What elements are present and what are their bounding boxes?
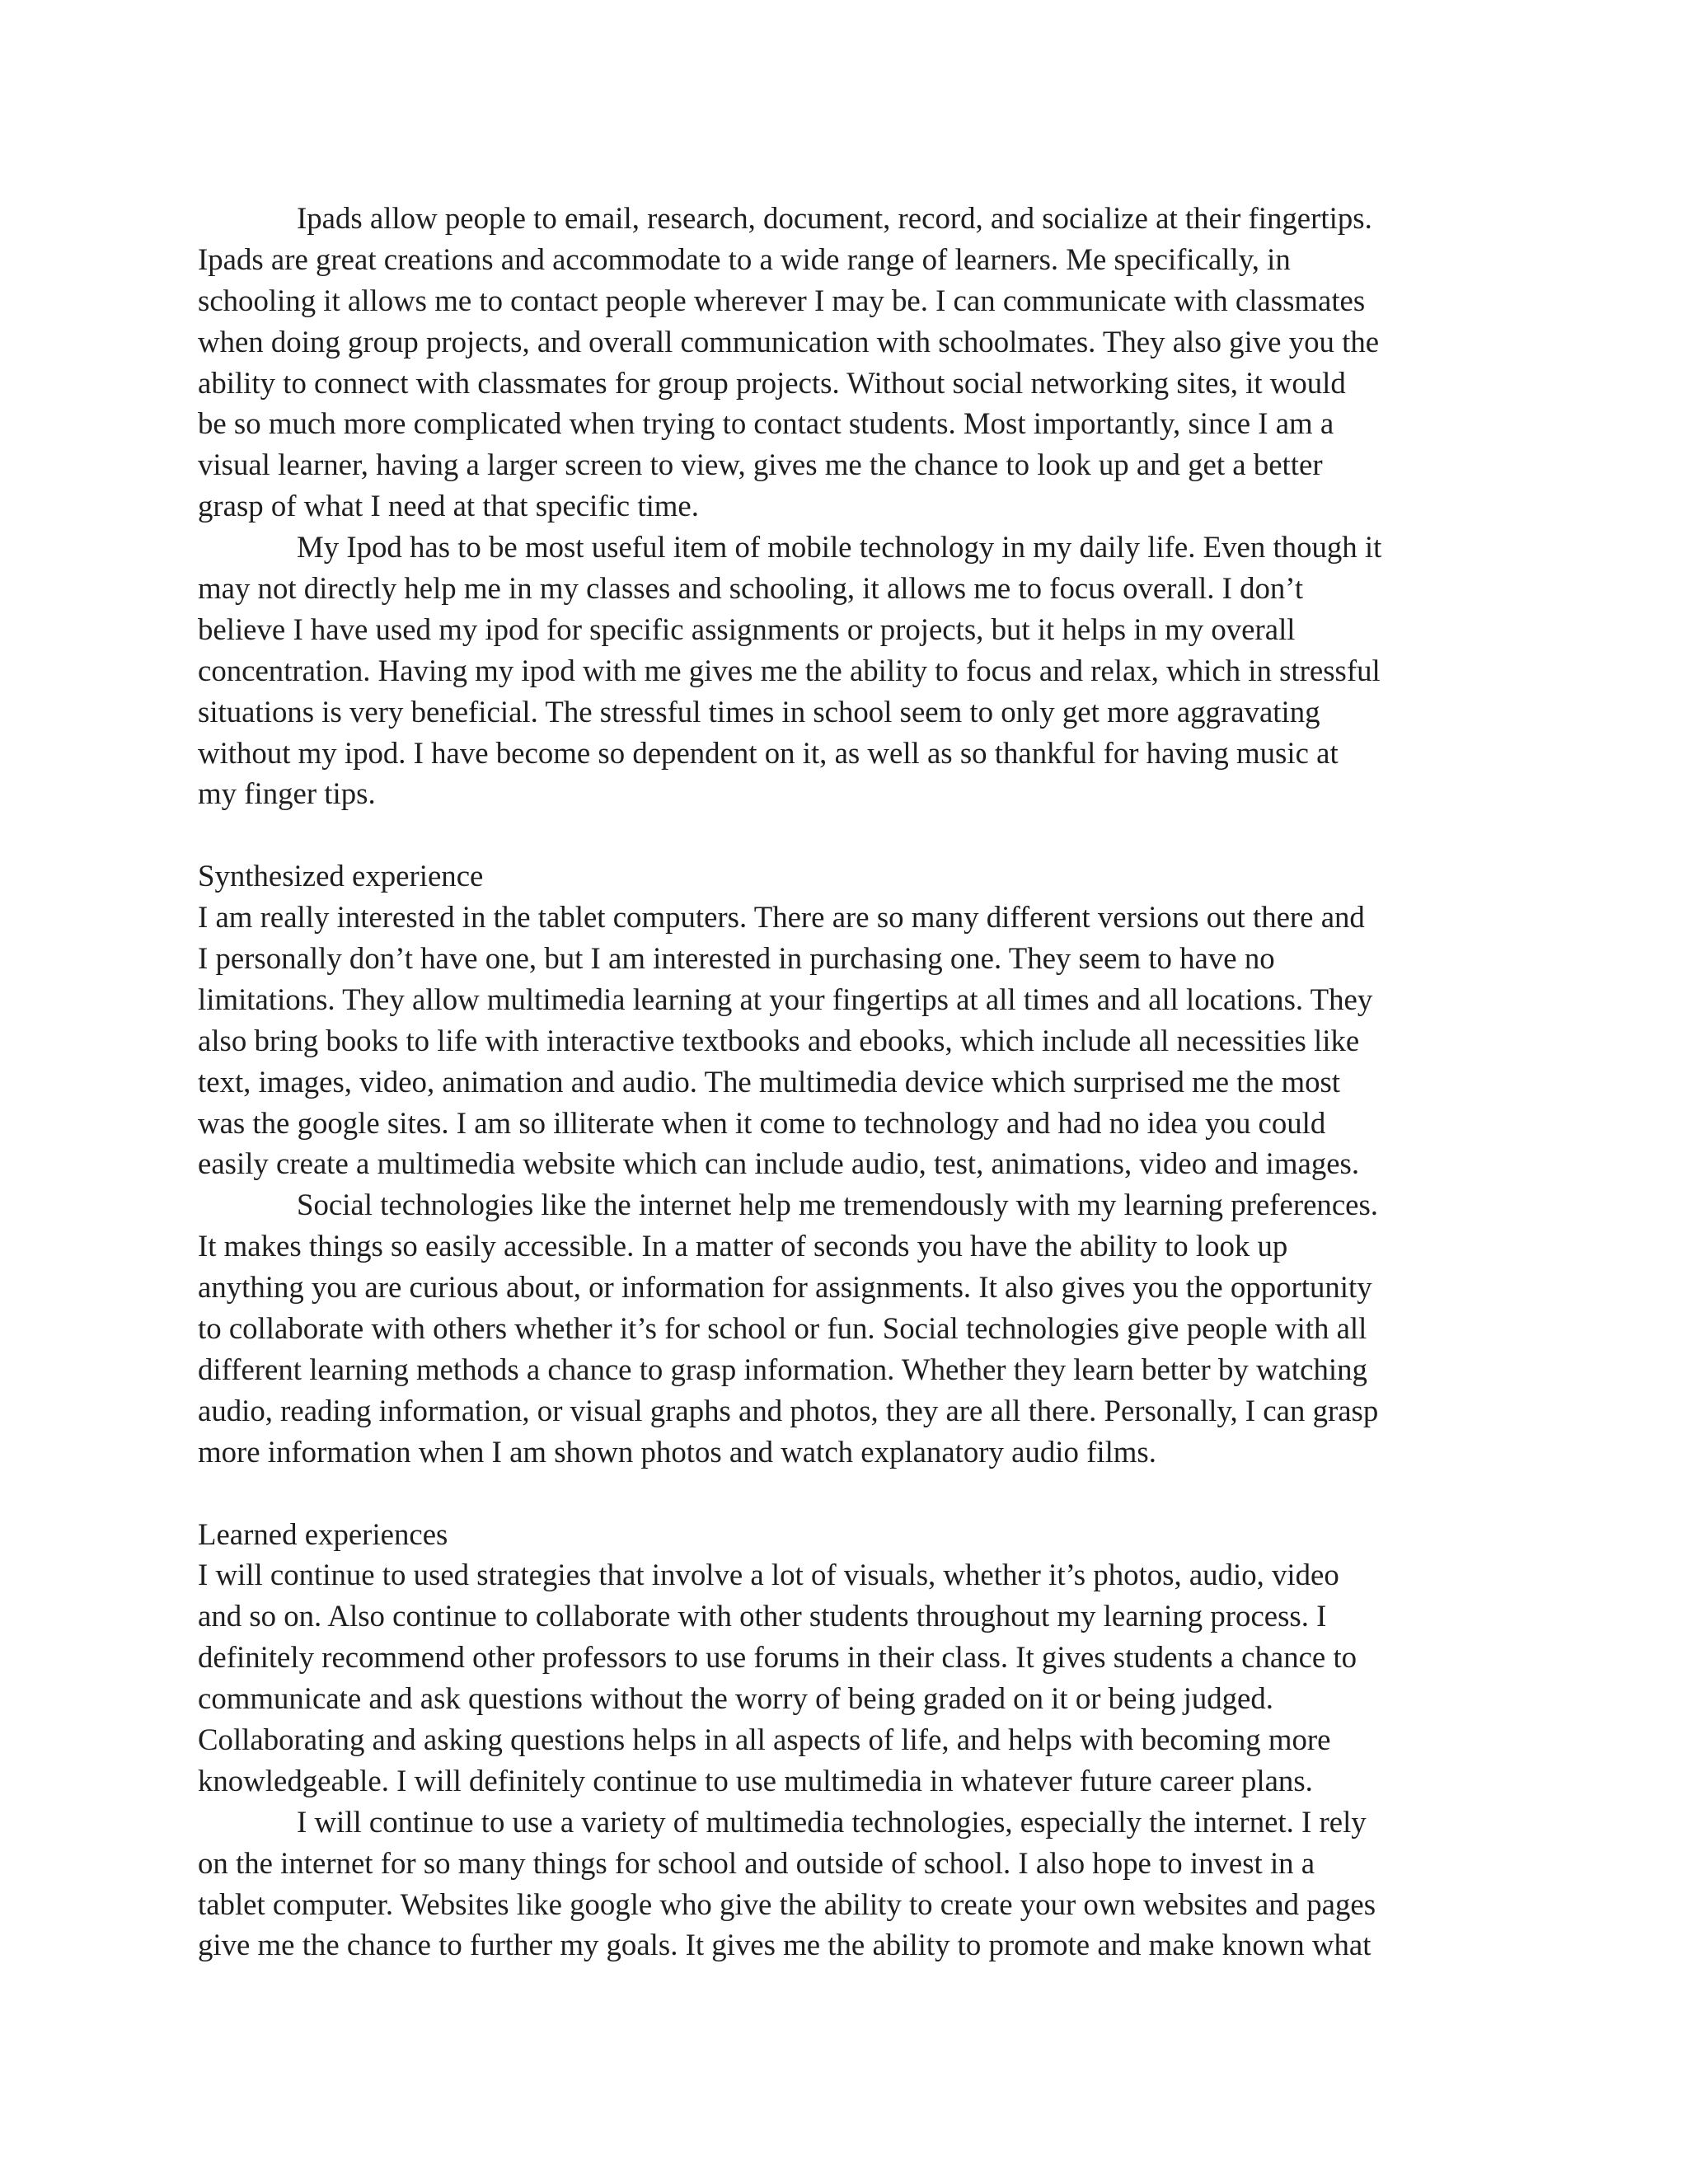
text-line: without my ipod. I have become so dependent on it, as well as so thankful for having music at bbox=[198, 735, 1339, 770]
text-line: easily create a multimedia website which can include audio, test, animations, video and images. bbox=[198, 1146, 1360, 1181]
text-line: believe I have used my ipod for specific assignments or projects, but it helps in my overall bbox=[198, 612, 1296, 646]
text-line: audio, reading information, or visual graphs and photos, they are all there. Personally, I can grasp bbox=[198, 1393, 1379, 1427]
text-line: to collaborate with others whether it’s for school or fun. Social technologies give people with all bbox=[198, 1311, 1367, 1346]
text-line: when doing group projects, and overall communication with schoolmates. They also give you the bbox=[198, 324, 1380, 359]
text-line: My Ipod has to be most useful item of mobile technology in my daily life. Even though it bbox=[297, 530, 1382, 565]
text-line: schooling it allows me to contact people wherever I may be. I can communicate with classmates bbox=[198, 283, 1366, 317]
text-line: more information when I am shown photos and watch explanatory audio films. bbox=[198, 1434, 1156, 1469]
paragraph-tablets bbox=[198, 897, 1525, 1184]
text-line: was the google sites. I am so illiterate when it come to technology and had no idea you could bbox=[198, 1105, 1326, 1140]
text-line: knowledgeable. I will definitely continue to use multimedia in whatever future career plans. bbox=[198, 1763, 1313, 1797]
text-line: text, images, video, animation and audio. The multimedia device which surprised me the most bbox=[198, 1064, 1341, 1099]
text-line: tablet computer. Websites like google who give the ability to create your own websites and pages bbox=[198, 1886, 1376, 1921]
paragraph-social-technologies bbox=[198, 1184, 1525, 1472]
text-line: Social technologies like the internet help me tremendously with my learning preferences. bbox=[297, 1188, 1379, 1222]
text-line: I personally don’t have one, but I am interested in purchasing one. They seem to have no bbox=[198, 941, 1275, 976]
text-line: also bring books to life with interactive textbooks and ebooks, which include all necessities like bbox=[198, 1023, 1360, 1057]
blank-line bbox=[198, 1473, 1525, 1514]
text-line: situations is very beneficial. The stressful times in school seem to only get more aggravating bbox=[198, 694, 1320, 729]
text-line: It makes things so easily accessible. In a matter of seconds you have the ability to look up bbox=[198, 1229, 1288, 1263]
text-line: give me the chance to further my goals. It gives me the ability to promote and make known what bbox=[198, 1928, 1372, 1962]
text-line: anything you are curious about, or information for assignments. It also gives you the opportunity bbox=[198, 1270, 1372, 1305]
paragraph-ipads bbox=[198, 198, 1525, 527]
text-line: I will continue to use a variety of multimedia technologies, especially the internet. I rely bbox=[297, 1804, 1367, 1839]
text-line: I am really interested in the tablet computers. There are so many different versions out there and bbox=[198, 900, 1365, 935]
paragraph-strategies bbox=[198, 1554, 1525, 1801]
text-line: be so much more complicated when trying to contact students. Most importantly, since I am a bbox=[198, 406, 1334, 441]
text-line: ability to connect with classmates for group projects. Without social networking sites, it would bbox=[198, 365, 1346, 400]
text-line: on the internet for so many things for school and outside of school. I also hope to invest in a bbox=[198, 1845, 1315, 1880]
text-line: I will continue to used strategies that involve a lot of visuals, whether it’s photos, audio, video bbox=[198, 1558, 1339, 1592]
section-heading-learned: Learned experiences bbox=[198, 1516, 448, 1551]
text-line: Ipads allow people to email, research, document, record, and socialize at their fingertips. bbox=[297, 201, 1372, 235]
text-line: limitations. They allow multimedia learning at your fingertips at all times and all locations. They bbox=[198, 982, 1373, 1016]
text-line: definitely recommend other professors to use forums in their class. It gives students a chance to bbox=[198, 1640, 1357, 1675]
text-line: visual learner, having a larger screen to view, gives me the chance to look up and get a better bbox=[198, 448, 1323, 482]
paragraph-future-use bbox=[198, 1802, 1525, 1966]
text-line: may not directly help me in my classes and schooling, it allows me to focus overall. I don’t bbox=[198, 571, 1304, 606]
text-line: different learning methods a chance to grasp information. Whether they learn better by watching bbox=[198, 1352, 1367, 1386]
text-line: communicate and ask questions without the worry of being graded on it or being judged. bbox=[198, 1681, 1273, 1716]
text-line: Ipads are great creations and accommodate to a wide range of learners. Me specifically, in bbox=[198, 241, 1291, 276]
section-heading-synthesized: Synthesized experience bbox=[198, 859, 484, 893]
text-line: my finger tips. bbox=[198, 776, 376, 811]
blank-line bbox=[198, 814, 1525, 855]
text-line: and so on. Also continue to collaborate with other students throughout my learning process. I bbox=[198, 1599, 1327, 1633]
text-line: Collaborating and asking questions helps in all aspects of life, and helps with becoming more bbox=[198, 1722, 1331, 1756]
document-body bbox=[198, 198, 1525, 1966]
paragraph-ipod bbox=[198, 527, 1525, 814]
text-line: grasp of what I need at that specific time. bbox=[198, 489, 699, 523]
text-line: concentration. Having my ipod with me gives me the ability to focus and relax, which in stressful bbox=[198, 653, 1381, 687]
